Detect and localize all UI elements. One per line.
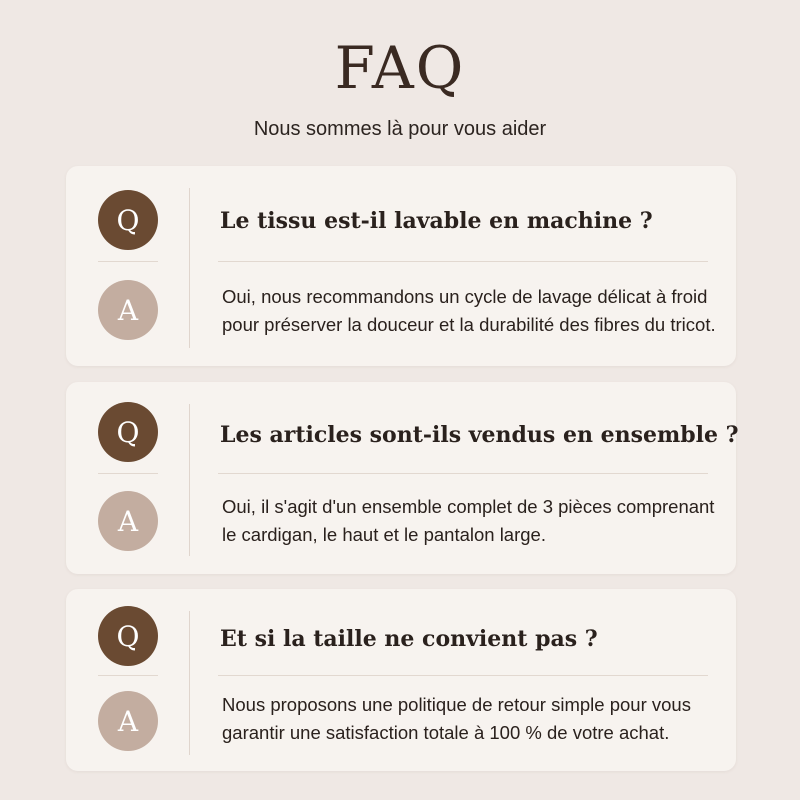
answer-badge: A bbox=[98, 491, 158, 551]
divider bbox=[98, 261, 158, 262]
divider bbox=[218, 261, 708, 262]
vertical-divider bbox=[189, 611, 190, 755]
faq-question: Le tissu est-il lavable en machine ? bbox=[220, 208, 653, 234]
faq-item bbox=[66, 589, 736, 771]
faq-item bbox=[66, 382, 739, 574]
question-badge: Q bbox=[98, 190, 158, 250]
faq-answer: Oui, nous recommandons un cycle de lavage délicat à froid pour préserver la douceur et la durabilité des fibres du tricot. bbox=[222, 286, 716, 335]
vertical-divider bbox=[189, 404, 190, 556]
page-title: FAQ bbox=[334, 34, 466, 102]
answer-badge: A bbox=[98, 691, 158, 751]
question-badge: Q bbox=[98, 402, 158, 462]
vertical-divider bbox=[189, 188, 190, 348]
answer-badge: A bbox=[98, 280, 158, 340]
question-badge: Q bbox=[98, 606, 158, 666]
divider bbox=[218, 473, 708, 474]
divider bbox=[98, 675, 158, 676]
faq-question: Et si la taille ne convient pas ? bbox=[220, 626, 598, 652]
faq-answer: Nous proposons une politique de retour simple pour vous garantir une satisfaction totale à 100 % de votre achat. bbox=[222, 694, 691, 743]
faq-item bbox=[66, 166, 736, 366]
page-subtitle: Nous sommes là pour vous aider bbox=[253, 118, 547, 140]
faq-question: Les articles sont-ils vendus en ensemble ? bbox=[220, 422, 739, 448]
divider bbox=[98, 473, 158, 474]
divider bbox=[218, 675, 708, 676]
faq-answer: Oui, il s'agit d'un ensemble complet de 3 pièces comprenant le cardigan, le haut et le pantalon large. bbox=[222, 496, 715, 545]
